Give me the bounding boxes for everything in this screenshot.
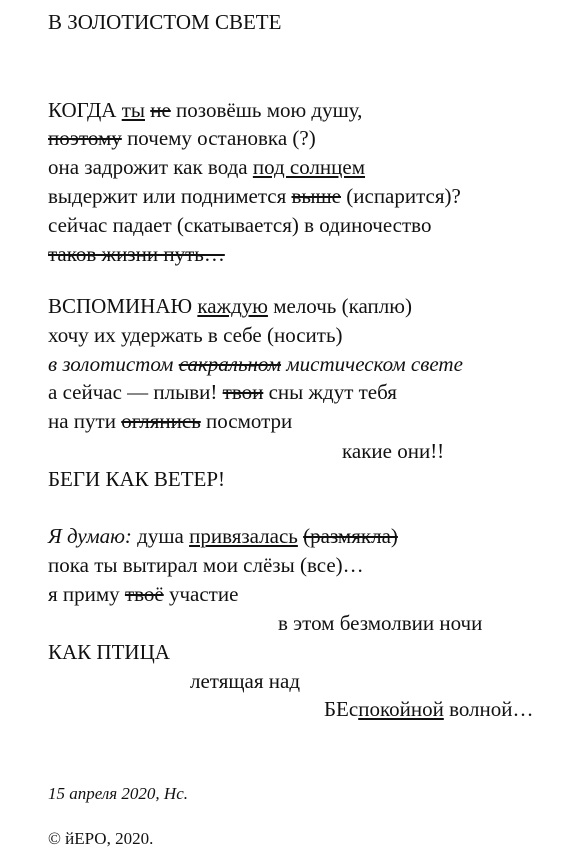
poem-line-indented: летящая над [190, 669, 301, 693]
poem-line: она задрожит как вода под солнцем [48, 155, 366, 179]
struck-word: поэтому [48, 126, 122, 150]
poem-line: выдержит или поднимется выше (испарится)? [48, 184, 461, 208]
poem-date: 15 апреля 2020, Нс. [48, 784, 189, 803]
underlined-word: каждую [197, 294, 268, 318]
struck-word: (размякла) [303, 524, 398, 548]
struck-word: твои [222, 380, 264, 404]
struck-word: оглянись [121, 409, 201, 433]
poem-title: В ЗОЛОТИСТОМ СВЕТЕ [48, 10, 282, 34]
poem-line: хочу их удержать в себе (носить) [48, 323, 343, 347]
poem-line: КОГДА ты не позовёшь мою душу, [48, 98, 363, 122]
underlined-phrase: под солнцем [252, 155, 366, 179]
poem-line-indented: БЕспокойной волной… [324, 697, 534, 721]
poem-line-italic: в золотистом сакральном мистическом свете [48, 352, 463, 376]
poem-line: я приму твоё участие [48, 582, 239, 606]
copyright-notice: © йЕРО, 2020. [48, 829, 154, 848]
poem-line: Я думаю: душа привязалась (размякла) [48, 524, 398, 548]
poem-line: пока ты вытирал мои слёзы (все)… [48, 553, 364, 577]
underlined-word: покойной [358, 697, 444, 721]
poem-line: на пути оглянись посмотри [48, 409, 293, 433]
struck-word: выше [291, 184, 342, 208]
struck-word: сакральном [178, 352, 282, 376]
underlined-word: ты [121, 98, 145, 122]
poem-line: а сейчас — плыви! твои сны ждут тебя [48, 380, 397, 404]
poem-line-indented: какие они!! [342, 439, 445, 463]
poem-line: БЕГИ КАК ВЕТЕР! [48, 467, 226, 491]
poem-line: сейчас падает (скатывается) в одиночество [48, 213, 432, 237]
underlined-word: привязалась [189, 524, 298, 548]
poem-line: поэтому почему остановка (?) [48, 126, 316, 150]
poem-line-struck: таков жизни путь… [48, 242, 225, 266]
struck-word: твоё [124, 582, 164, 606]
poem-line: ВСПОМИНАЮ каждую мелочь (каплю) [48, 294, 412, 318]
struck-word: не [150, 98, 171, 122]
poem-line-indented: в этом безмолвии ночи [278, 611, 483, 635]
poem-line: КАК ПТИЦА [48, 640, 170, 664]
